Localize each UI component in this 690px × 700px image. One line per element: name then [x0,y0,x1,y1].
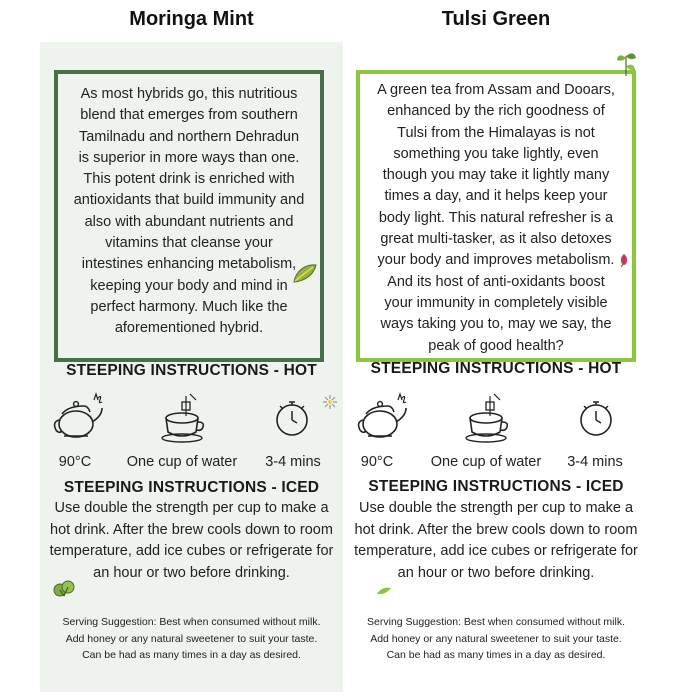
description-line: times a day, and it helps keep your [384,188,608,205]
description-line: peak of good health? [428,337,564,354]
serving-line: Serving Suggestion: Best when consumed without milk. [367,616,625,628]
timer-icon [262,392,322,444]
description-box [54,70,324,362]
serving-suggestion [344,614,648,664]
description-line: perfect harmony. Much like the [90,298,288,315]
hot-icons-row [40,392,343,487]
serving-line: Can be had as many times in a day as desired. [386,649,606,661]
mint-leaves-icon [52,578,76,600]
green-leaf-icon [376,586,392,596]
description-line: vitamins that cleanse your [105,235,273,252]
hot-heading: STEEPING INSTRUCTIONS - HOT [66,362,317,379]
description-line: is superior in more ways than one. [78,149,300,166]
iced-line: temperature, add ice cubes or refrigerate for [354,543,638,559]
iced-heading: STEEPING INSTRUCTIONS - ICED [63,479,320,496]
description-line: ways taking you to, may we say, the [380,316,612,333]
iced-line: temperature, add ice cubes or refrigerate for [49,543,334,559]
description-text [64,84,314,340]
description-line: antioxidants that build immunity and [73,192,305,209]
description-line: This potent drink is enriched with [83,171,295,188]
tulsi-flower-icon [617,252,631,268]
hot-heading: STEEPING INSTRUCTIONS - HOT [370,360,622,377]
iced-line: hot drink. After the brew cools down to room [50,521,333,538]
water-amount-label: One cup of water [126,454,238,470]
timer-icon [566,392,626,444]
description-line: enhanced by the rich goodness of [387,103,605,120]
iced-instructions [44,498,339,584]
description-line: As most hybrids go, this nutritious [80,86,298,102]
title-moringa-mint: Moringa Mint [129,8,254,30]
iced-line: an hour or two before drinking. [93,564,290,581]
steep-time-label: 3-4 mins [265,454,321,470]
iced-line: hot drink. After the brew cools down to room [354,521,638,538]
teapot-icon [48,392,108,444]
description-line: great multi-tasker, as it also detoxes [380,231,612,248]
title-tulsi-green: Tulsi Green [441,8,551,30]
serving-line: Serving Suggestion: Best when consumed without milk. [62,616,321,628]
description-line: keeping your body and mind in [90,277,288,294]
description-line: something you take lightly, even [393,145,599,162]
teapot-icon [352,392,412,444]
description-line: blend that emerges from southern [80,107,298,124]
teacup-icon [152,392,212,444]
description-line: Tulsi from the Himalayas is not [397,124,595,141]
teacup-icon [456,392,516,444]
description-line: your immunity in completely visible [384,294,608,311]
description-text [366,80,626,357]
iced-line: Use double the strength per cup to make a [54,500,329,516]
description-line: also with abundant nutrients and [84,213,294,230]
serving-line: Add honey or any natural sweetener to suit your taste. [370,632,622,645]
iced-instructions [348,498,644,584]
iced-heading: STEEPING INSTRUCTIONS - ICED [368,478,624,495]
description-line: aforementioned hybrid. [114,320,264,337]
moringa-mint-panel [40,42,343,692]
hot-icons-row [344,392,648,487]
description-line: though you may take it lightly many [382,167,610,184]
serving-suggestion [40,614,343,664]
serving-line: Can be had as many times in a day as desired. [82,649,301,661]
description-line: body light. This natural refresher is a [378,209,614,226]
temperature-label: 90°C [360,454,394,470]
iced-line: Use double the strength per cup to make a [358,500,634,516]
description-line: And its host of anti-oxidants boost [387,273,605,290]
description-line: Tamilnadu and northern Dehradun [78,128,300,145]
tulsi-leaves-icon [614,50,638,78]
steep-time-label: 3-4 mins [567,454,623,470]
tulsi-green-panel [344,42,648,692]
flower-icon [322,394,338,410]
temperature-label: 90°C [58,454,92,470]
water-amount-label: One cup of water [430,454,542,470]
description-box [356,70,636,362]
iced-line: an hour or two before drinking. [397,564,595,581]
serving-line: Add honey or any natural sweetener to suit your taste. [65,632,318,645]
moringa-leaf-icon [292,262,318,284]
description-line: your body and improves metabolism. [377,252,615,269]
description-line: intestines enhancing metabolism, [81,256,297,273]
description-line: A green tea from Assam and Dooars, [377,82,615,98]
